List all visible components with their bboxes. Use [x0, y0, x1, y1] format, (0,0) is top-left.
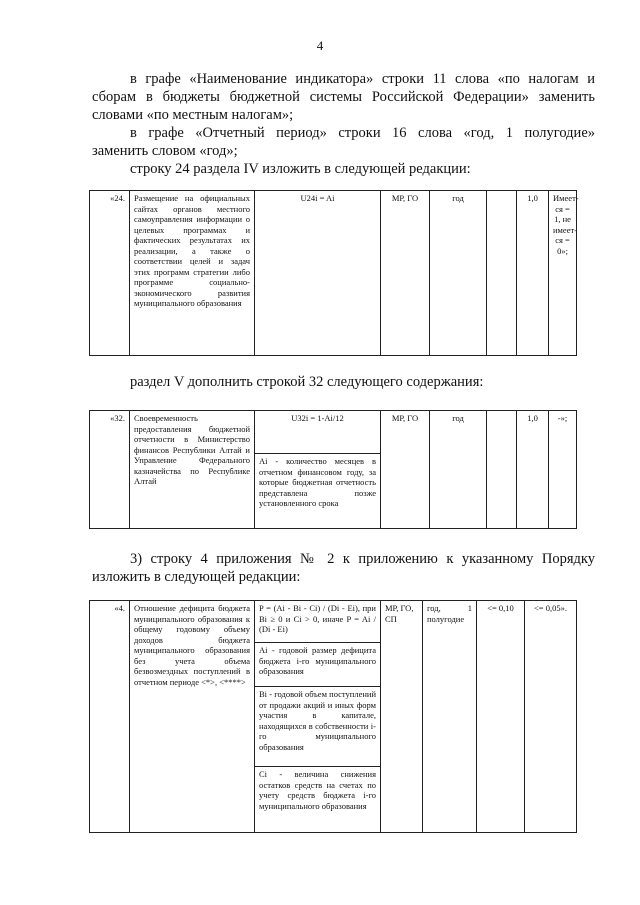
row-32-number: «32. [90, 411, 130, 529]
row-4-threshold-2: <= 0,05». [525, 601, 577, 833]
row-32-indicator-name: Своевременность предоставления бюджетной отчетности в Министерство финансов Республики Алтай и Управление Федерального казначейства по Республике Алтай [130, 411, 255, 529]
row-32-note: -»; [549, 411, 577, 529]
paragraph-1-line-1: в графе «Наименование индикатора» строки 11 слова «по налогам и [130, 71, 595, 87]
row-32-period: год [430, 411, 487, 529]
row-4-ai-description: Ai - годовой размер дефицита бюджета i-го муниципального образования [255, 643, 381, 687]
row-4-formula: P = (Ai - Bi - Ci) / (Di - Ei), при Bi ≥ 0 и Ci > 0, иначе P = Ai / (Di - Ei) [255, 601, 381, 643]
paragraph-1-line-3: словами «по местным налогам»; [92, 107, 294, 123]
row-4-bi-description: Bi - годовой объем поступлений от продажи акций и иных форм участия в капитале, находящихся в собственности i-го муниципального образования [255, 687, 381, 767]
row-4-period: год, 1 полугодие [423, 601, 477, 833]
row-4-threshold-1: <= 0,10 [477, 601, 525, 833]
row-4-ci-description: Ci - величина снижения остатков средств на счетах по учету средств бюджета i-го муниципального образования [255, 767, 381, 833]
row-4-level: МР, ГО, СП [381, 601, 423, 833]
table-row-4 [89, 600, 577, 833]
table-row-32 [89, 410, 577, 529]
table-row-24 [89, 190, 577, 356]
row-24-empty-cell [487, 191, 517, 356]
paragraph-3-line-2: изложить в следующей редакции: [92, 569, 301, 585]
section-5-paragraph: раздел V дополнить строкой 32 следующего содержания: [130, 374, 484, 390]
row-24-formula: U24i = Ai [255, 191, 381, 356]
row-32-formula-description: Ai - количество месяцев в отчетном финансовом году, за которые бюджетная отчетность представлена позже установленного срока [255, 454, 381, 529]
row-4-indicator-name: Отношение дефицита бюджета муниципального образования к общему годовому объему доходов бюджета муниципального образования без учета объема безвозмездных поступлений в отчетном периоде <*>, <****> [130, 601, 255, 833]
paragraph-2-line-2: заменить словом «год»; [92, 143, 238, 159]
row-32-level: МР, ГО [381, 411, 430, 529]
row-32-empty-cell [487, 411, 517, 529]
page-number: 4 [316, 38, 324, 53]
paragraph-3-line-1: 3) строку 4 приложения № 2 к приложению к указанному Порядку [130, 551, 595, 567]
row-32-weight: 1,0 [517, 411, 549, 529]
row-24-number: «24. [90, 191, 130, 356]
paragraph-1-line-2: сборам в бюджеты бюджетной системы Российской Федерации» заменить [92, 89, 595, 105]
row-4-number: «4. [90, 601, 130, 833]
paragraph-2-line-1: в графе «Отчетный период» строки 16 слова «год, 1 полугодие» [130, 125, 595, 141]
row-24-note: Имеет-ся = 1, не имеет-ся = 0»; [549, 191, 577, 356]
row-24-weight: 1,0 [517, 191, 549, 356]
row-32-formula: U32i = 1-Ai/12 [255, 411, 381, 454]
row-24-level: МР, ГО [381, 191, 430, 356]
paragraph-3: строку 24 раздела IV изложить в следующей редакции: [130, 161, 471, 177]
row-24-period: год [430, 191, 487, 356]
row-24-indicator-name: Размещение на официальных сайтах органов местного самоуправления информации о целевых программах и фактических результатах их реализации, а также о соответствии целей и задач этих программ стратегии либо программе социально-экономического развития муниципального образования [130, 191, 255, 356]
